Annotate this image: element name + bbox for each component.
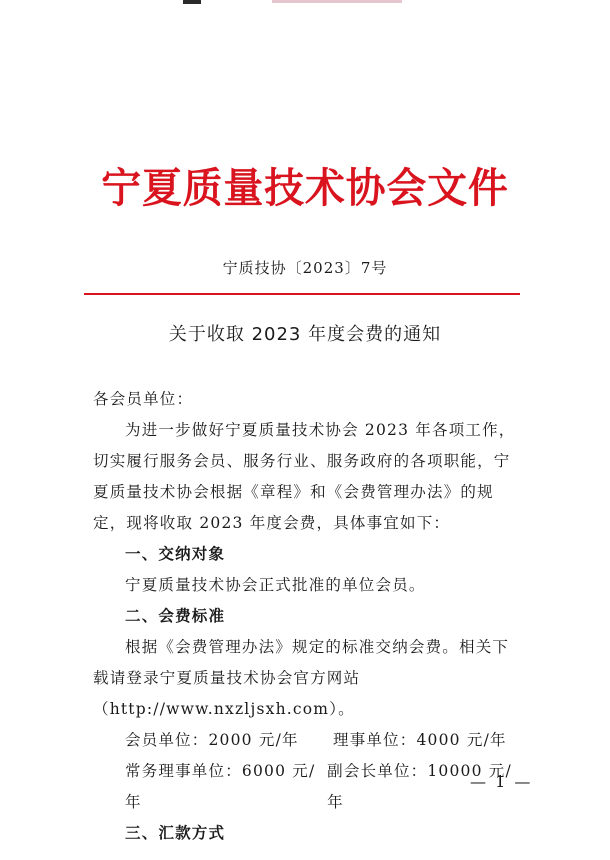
fee-item: 副会长单位：10000 元/年 [327,762,512,811]
red-divider [84,293,520,295]
section-text: 根据《会费管理办法》规定的标准交纳会费。相关下载请登录宁夏质量技术协会官方网站（http://www.nxzljsxh.com）。 [93,638,510,718]
document-number: 宁质技协〔2023〕7号 [222,259,388,277]
intro-paragraph: 为进一步做好宁夏质量技术协会 2023 年各项工作，切实履行服务会员、服务行业、服务政府的各项职能，宁夏质量技术协会根据《章程》和《会费管理办法》的规定，现将收取 2023 年度会费，具体事宜如下： [93,421,516,532]
fee-item: 会员单位：2000 元/年 [125,731,299,749]
salutation: 各会员单位： [93,390,194,408]
section-text: 宁夏质量技术协会正式批准的单位会员。 [125,576,426,594]
notice-title: 关于收取 2023 年度会费的通知 [168,324,442,345]
section-heading: 一、交纳对象 [125,545,226,563]
fee-row [93,756,523,818]
document-header-title: 宁夏质量技术协会文件 [101,164,509,212]
fee-item: 常务理事单位：6000 元/年 [125,762,316,811]
scan-artifact [183,0,201,4]
page-number: — 1 — [470,772,533,791]
section-heading: 三、汇款方式 [125,824,226,842]
fee-item: 理事单位：4000 元/年 [333,731,507,749]
scan-artifact [272,0,402,3]
notice-body [93,384,523,849]
section-heading: 二、会费标准 [125,607,226,625]
fee-row [93,725,523,756]
